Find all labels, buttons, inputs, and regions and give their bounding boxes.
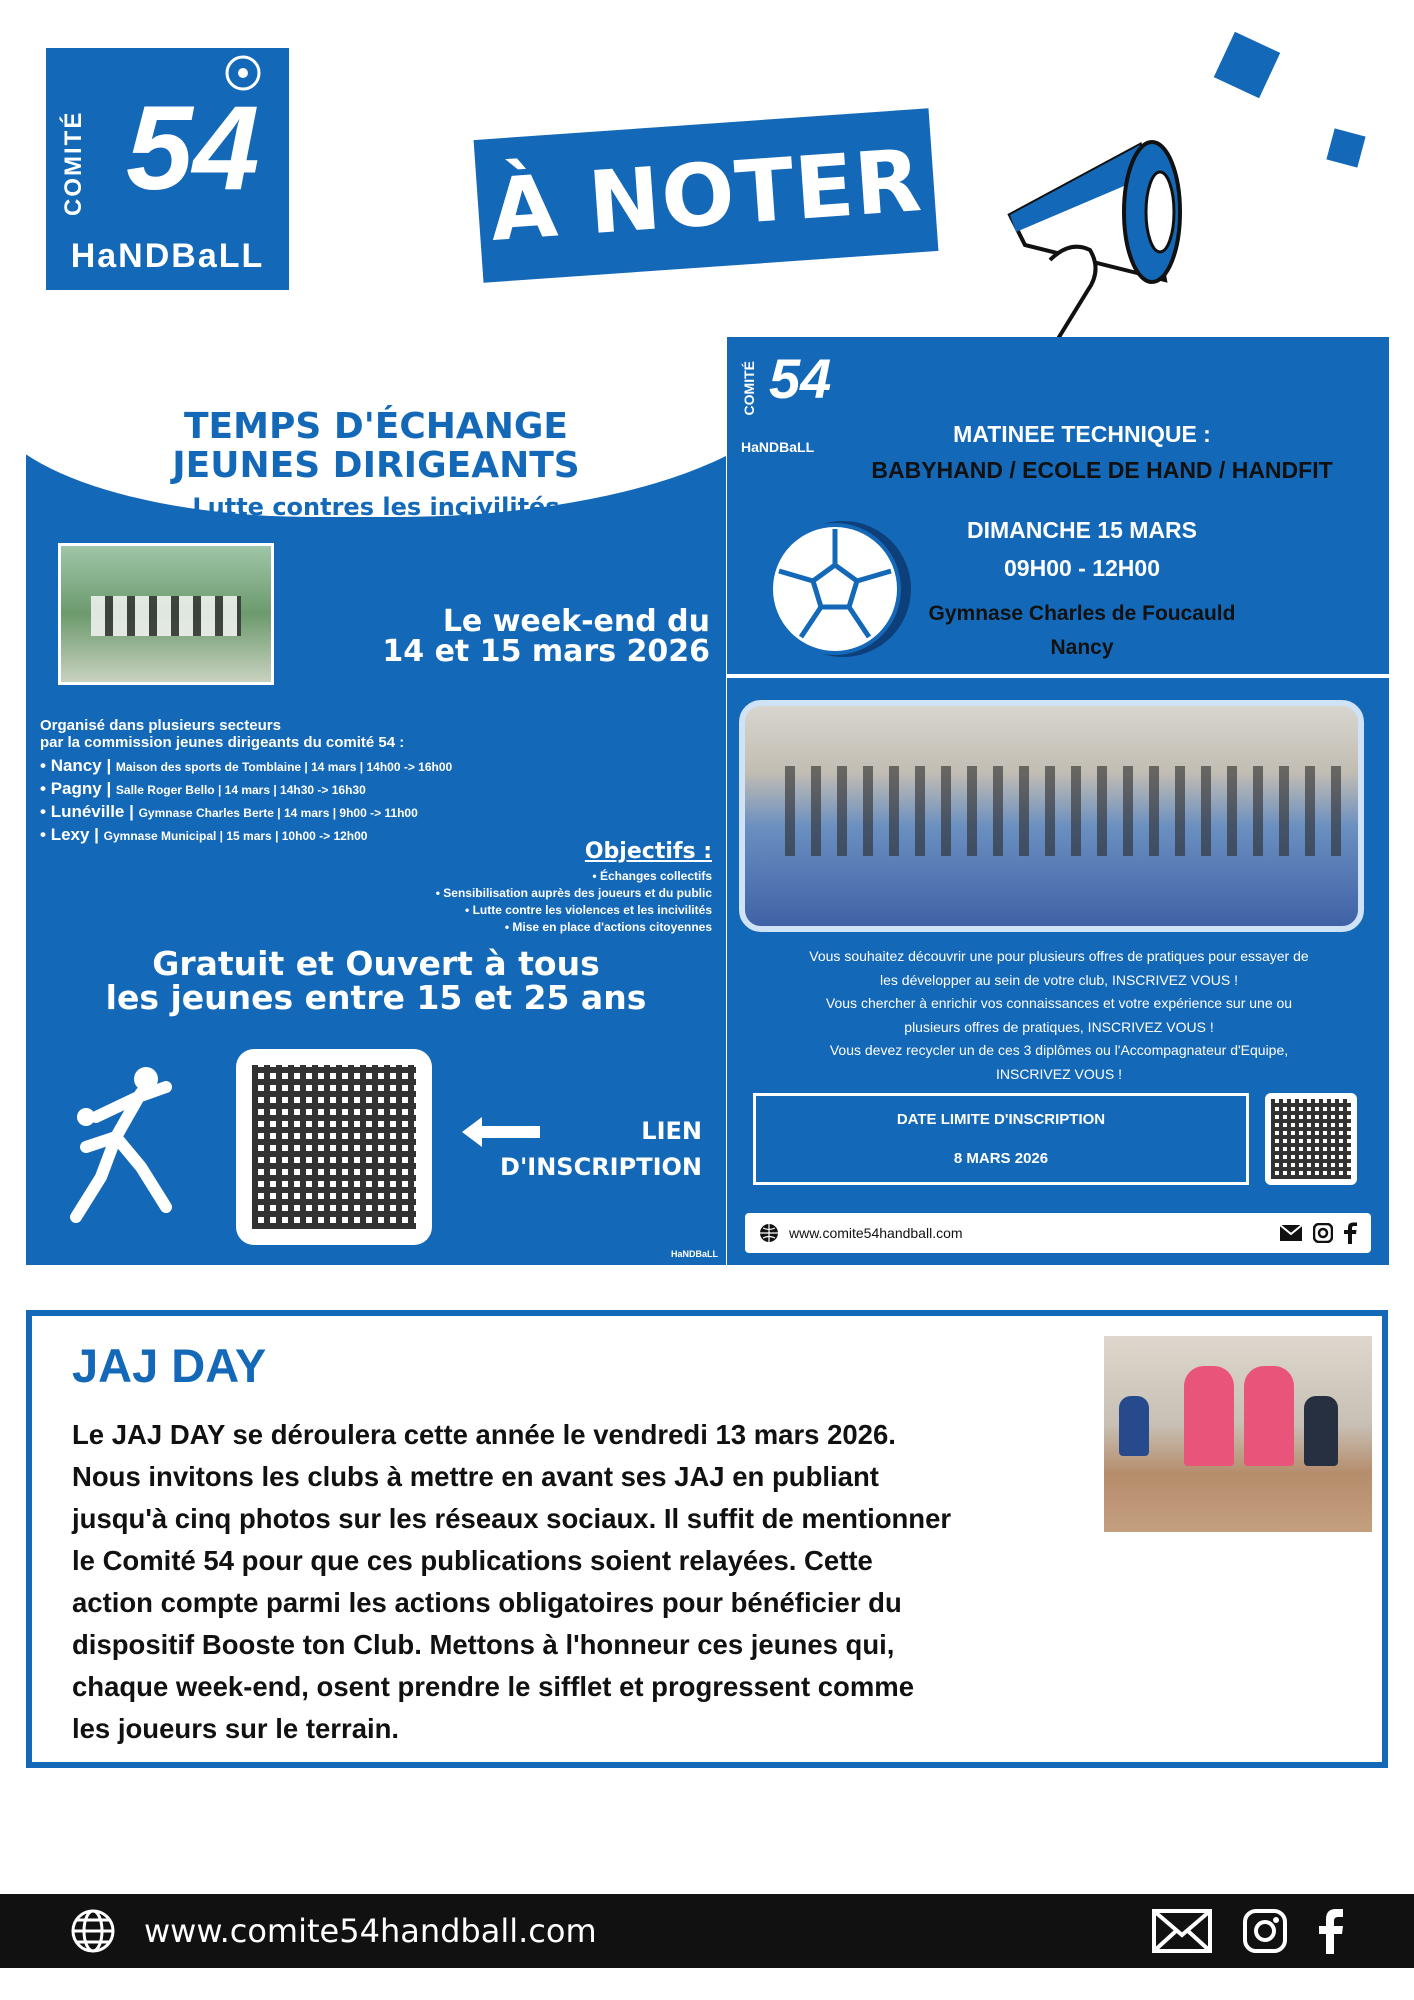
mail-icon[interactable] — [1279, 1224, 1303, 1242]
objective-item: • Lutte contre les violences et les incivilités — [465, 903, 712, 917]
free-open-text — [26, 944, 726, 1017]
free-line1: Gratuit et Ouvert à tous — [152, 944, 600, 983]
sector-city: Lexy — [50, 825, 90, 844]
gym-photo — [739, 700, 1364, 932]
facebook-icon[interactable] — [1343, 1222, 1357, 1244]
sector-detail: Maison des sports de Tomblaine | 14 mars | 14h00 -> 16h00 — [115, 760, 453, 774]
sector-item: • Lexy | Gymnase Municipal | 15 mars | 10h00 -> 12h00 — [40, 825, 368, 844]
deadline-label: DATE LIMITE D'INSCRIPTION — [896, 1111, 1106, 1128]
poster-title-line1: TEMPS D'ÉCHANGE — [184, 406, 568, 447]
jaj-day-section — [26, 1310, 1388, 1768]
matinee-qr-code[interactable] — [1265, 1093, 1357, 1185]
logo-number: 54 — [126, 81, 260, 215]
poster-footer-url[interactable]: www.comite54handball.com — [789, 1225, 963, 1241]
sector-item: • Nancy | Maison des sports de Tomblaine | 14 mars | 14h00 -> 16h00 — [40, 756, 453, 775]
matinee-venue — [897, 597, 1267, 665]
objective-item: • Mise en place d'actions citoyennes — [504, 920, 712, 934]
objective-item: • Sensibilisation auprès des joueurs et du public — [435, 886, 712, 900]
sector-detail: Salle Roger Bello | 14 mars | 14h30 -> 16h30 — [115, 783, 366, 797]
poster-logo-brand: HaNDBaLL — [741, 439, 815, 455]
decor-square-small — [1326, 128, 1365, 167]
venue-name: Gymnase Charles de Foucauld — [928, 602, 1236, 625]
matinee-datetime — [897, 511, 1267, 587]
weekend-dates — [382, 604, 710, 669]
logo-comite-text: COMITÉ — [60, 110, 87, 216]
a-noter-banner — [474, 108, 939, 282]
organised-line1: Organisé dans plusieurs secteurs — [40, 717, 281, 734]
footer-bar — [0, 1894, 1414, 1968]
logo-brand-text: HaNDBaLL — [70, 237, 265, 275]
organised-by — [40, 717, 404, 751]
mail-icon[interactable] — [1152, 1909, 1212, 1953]
comite-logo — [46, 48, 289, 290]
decor-square-large — [1214, 32, 1280, 98]
a-noter-text: À NOTER — [486, 130, 926, 261]
organised-line2: par la commission jeunes dirigeants du comité 54 : — [40, 734, 405, 751]
megaphone-icon — [990, 120, 1220, 340]
jaj-body: Le JAJ DAY se déroulera cette année le vendredi 13 mars 2026. Nous invitons les clubs à mettre en avant ses JAJ en publiant jusqu'à cinq photos sur les réseaux sociaux. Il suffit de mentionner le Comité 54 pour que ces publications soient relayées. Cette action compte parmi les actions obligatoires pour bénéficier du dispositif Booste ton Club. Mettons à l'honneur ces jeunes qui, chaque week-end, osent prendre le sifflet et progressent comme les joueurs sur le terrain. — [72, 1419, 952, 1744]
sector-city: Lunéville — [50, 802, 125, 821]
link-line1: LIEN — [641, 1117, 702, 1145]
jeunes-dirigeants-poster — [26, 337, 726, 1265]
instagram-icon[interactable] — [1242, 1908, 1288, 1954]
poster-logo-number: 54 — [769, 347, 832, 410]
mini-logo: HaNDBaLL — [670, 1249, 718, 1259]
poster-footer — [745, 1213, 1371, 1253]
sector-item: • Pagny | Salle Roger Bello | 14 mars | 14h30 -> 16h30 — [40, 779, 366, 798]
sector-city: Pagny — [50, 779, 102, 798]
deadline-date: 8 MARS 2026 — [953, 1150, 1049, 1167]
group-photo — [58, 543, 274, 685]
venue-city: Nancy — [1050, 636, 1114, 659]
matinee-subheading: BABYHAND / ECOLE DE HAND / HANDFIT — [871, 457, 1333, 483]
poster-logo-comite: COMITÉ — [741, 361, 757, 416]
handball-icon — [763, 515, 911, 663]
jaj-photo — [1104, 1336, 1372, 1532]
matinee-date: DIMANCHE 15 MARS — [966, 517, 1198, 543]
sector-detail: Gymnase Charles Berte | 14 mars | 9h00 -> 11h00 — [138, 806, 418, 820]
sector-city: Nancy — [50, 756, 102, 775]
deadline-box — [753, 1093, 1249, 1185]
sector-item: • Lunéville | Gymnase Charles Berte | 14 mars | 9h00 -> 11h00 — [40, 802, 418, 821]
objectives-title: Objectifs : — [584, 839, 712, 864]
sector-detail: Gymnase Municipal | 15 mars | 10h00 -> 12h00 — [103, 829, 368, 843]
matinee-heading: MATINEE TECHNIQUE : — [953, 421, 1211, 447]
matinee-time: 09H00 - 12H00 — [1004, 555, 1160, 581]
poster-title — [26, 407, 726, 485]
matinee-description: Vous souhaitez découvrir une pour plusieurs offres de pratiques pour essayer de les développer au sein de votre club, INSCRIVEZ VOUS ! Vous chercher à enrichir vos connaissances et votre expérience sur une ou plusieurs offres de pratiques, INSCRIVEZ VOUS ! Vous devez recycler un de ces 3 diplômes ou l'Accompagnateur d'Equipe, INSCRIVEZ VOUS ! — [809, 948, 1309, 1082]
poster-title-line2: JEUNES DIRIGEANTS — [172, 445, 580, 486]
ball-icon — [224, 54, 262, 92]
facebook-icon[interactable] — [1318, 1908, 1344, 1954]
registration-qr-code[interactable] — [236, 1049, 432, 1245]
free-line2: les jeunes entre 15 et 25 ans — [105, 978, 647, 1017]
matinee-technique-poster — [727, 337, 1389, 1265]
globe-icon — [70, 1908, 116, 1954]
footer-url[interactable]: www.comite54handball.com — [144, 1912, 597, 1950]
jaj-title: JAJ DAY — [72, 1339, 267, 1392]
weekend-line1: Le week-end du — [442, 604, 710, 639]
poster-subtitle: Lutte contres les incivilités — [192, 493, 560, 521]
poster-logo — [741, 347, 841, 455]
globe-icon — [759, 1223, 779, 1243]
link-line2: D'INSCRIPTION — [500, 1153, 702, 1181]
objective-item: • Échanges collectifs — [592, 869, 712, 883]
handball-player-icon — [56, 1057, 186, 1227]
instagram-icon[interactable] — [1313, 1223, 1333, 1243]
poster-divider — [727, 674, 1389, 678]
arrow-left-icon — [462, 1117, 542, 1147]
weekend-line2: 14 et 15 mars 2026 — [382, 634, 710, 669]
